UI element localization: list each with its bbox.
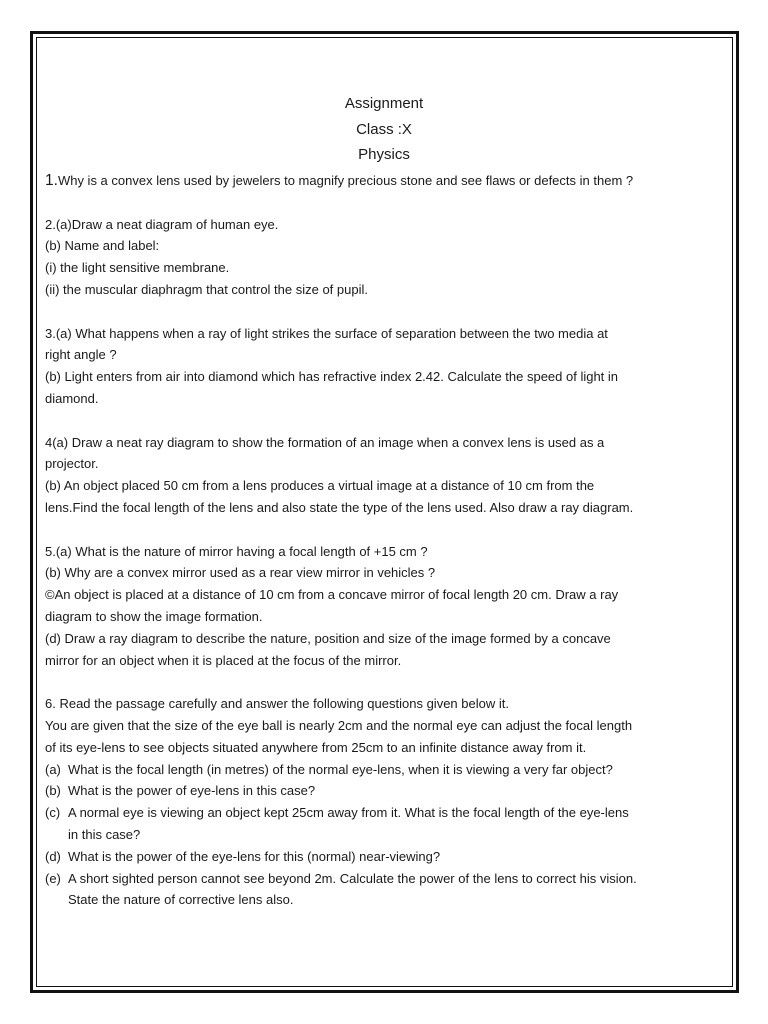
sub-question-text: What is the power of eye-lens in this case? (68, 783, 316, 799)
question-2b-ii: (ii) the muscular diaphragm that control the size of pupil. (45, 281, 368, 297)
question-2 (45, 214, 685, 301)
question-5b: (b) Why are a convex mirror used as a rear view mirror in vehicles ? (45, 565, 436, 581)
question-3b-line1: (b) Light enters from air into diamond which has refractive index 2.42. Calculate the speed of light in (45, 369, 619, 385)
question-3 (45, 323, 685, 410)
question-2a: 2.(a)Draw a neat diagram of human eye. (45, 216, 279, 232)
sub-question-b (45, 780, 685, 802)
question-5d-line1: (d) Draw a ray diagram to describe the nature, position and size of the image formed by a concave (45, 630, 611, 646)
question-2b: (b) Name and label: (45, 238, 160, 254)
sub-question-d (45, 846, 685, 868)
passage-line-1: You are given that the size of the eye ball is nearly 2cm and the normal eye can adjust the focal length (45, 717, 633, 733)
question-5c-line1: ©An object is placed at a distance of 10 cm from a concave mirror of focal length 20 cm. Draw a ray (45, 587, 619, 603)
document-title: Assignment (344, 95, 424, 112)
question-4a-line2: projector. (45, 456, 99, 472)
question-6-intro: 6. Read the passage carefully and answer the following questions given below it. (45, 696, 509, 712)
sub-question-label: (e) (45, 870, 61, 886)
sub-question-label: (c) (45, 805, 61, 821)
passage-line-2: of its eye-lens to see objects situated anywhere from 25cm to an infinite distance away from it. (45, 739, 587, 755)
sub-question-label: (b) (45, 783, 61, 799)
question-4b-line2: lens.Find the focal length of the lens and also state the type of the lens used. Also draw a ray diagram. (45, 499, 634, 515)
question-5 (45, 541, 685, 672)
sub-question-a (45, 759, 685, 781)
document-header (0, 91, 768, 168)
subject-label: Physics (358, 146, 410, 163)
question-4a-line1: 4(a) Draw a neat ray diagram to show the formation of an image when a convex lens is used as a (45, 434, 605, 450)
sub-question-c (45, 802, 685, 846)
question-3b-line2: diamond. (45, 390, 99, 406)
sub-question-text: A short sighted person cannot see beyond 2m. Calculate the power of the lens to correct his vision. (68, 870, 637, 886)
sub-question-e (45, 868, 685, 912)
question-5a: 5.(a) What is the nature of mirror having a focal length of +15 cm ? (45, 543, 428, 559)
question-5c-line2: diagram to show the image formation. (45, 608, 263, 624)
class-label: Class :X (356, 120, 412, 138)
question-1 (45, 170, 685, 192)
sub-question-label: (a) (45, 761, 61, 777)
sub-question-text-continued: State the nature of corrective lens also. (68, 892, 294, 908)
question-4 (45, 432, 685, 519)
sub-question-text: What is the focal length (in metres) of the normal eye-lens, when it is viewing a very far object? (68, 761, 613, 777)
question-6 (45, 693, 685, 911)
question-2b-i: (i) the light sensitive membrane. (45, 260, 230, 276)
sub-question-text: What is the power of the eye-lens for this (normal) near-viewing? (68, 848, 441, 864)
question-3a-line2: right angle ? (45, 347, 117, 363)
question-list (45, 170, 685, 911)
sub-question-label: (d) (45, 848, 61, 864)
question-4b-line1: (b) An object placed 50 cm from a lens produces a virtual image at a distance of 10 cm from the (45, 478, 595, 494)
sub-question-text: A normal eye is viewing an object kept 25cm away from it. What is the focal length of the eye-lens (68, 805, 629, 821)
question-1-number: 1. (45, 172, 58, 189)
question-5d-line2: mirror for an object when it is placed at the focus of the mirror. (45, 652, 402, 668)
question-1-text: Why is a convex lens used by jewelers to magnify precious stone and see flaws or defects in them ? (57, 173, 634, 188)
sub-question-text-continued: in this case? (68, 826, 141, 842)
question-3a-line1: 3.(a) What happens when a ray of light strikes the surface of separation between the two media at (45, 325, 608, 341)
